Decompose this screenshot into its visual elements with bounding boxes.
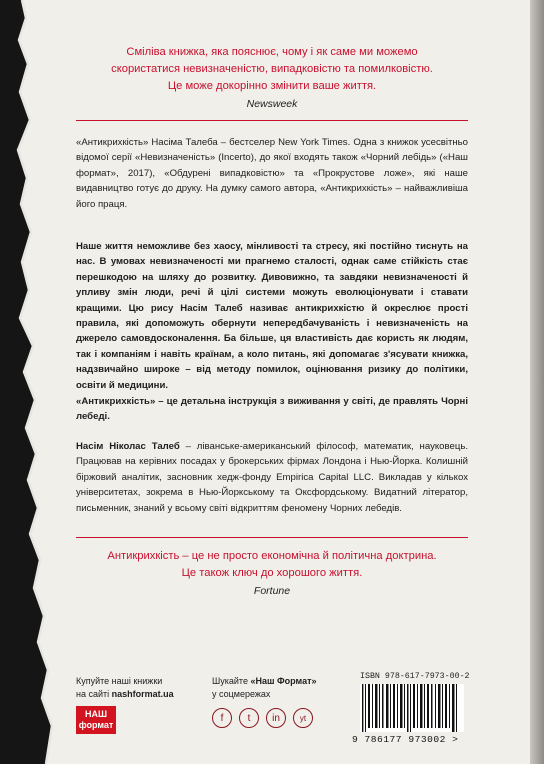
youtube-icon[interactable]: yt [293,708,313,728]
social-line-1-prefix: Шукайте [212,676,251,686]
cover-edge [530,0,544,764]
top-quote-line-3: Це може докорінно змінити ваше життя. [167,80,377,92]
survival-paragraph: «Антикрихкість» – це детальна інструкція з виживання у світі, де правлять Чорні лебеді. [76,396,468,423]
instagram-icon[interactable]: in [266,708,286,728]
logo-line-1: НАШ [84,709,108,719]
buy-line-2-prefix: на сайті [76,688,112,699]
logo-line-2: формат [78,720,114,730]
social-text [212,675,316,700]
bottom-quote [76,548,468,600]
bottom-quote-line-2: Це також ключ до хорошого життя. [181,567,363,579]
facebook-icon[interactable]: f [212,708,232,728]
publisher-logo [76,706,116,734]
barcode-image [360,684,464,732]
bottom-quote-source: Fortune [253,585,291,597]
torn-paper-edge [0,0,60,764]
main-paragraph: Наше життя неможливе без хаосу, мінливості та стресу, які постійно тиснуть на нас. В умовах невизначеності ми прагнемо сталості, однак саме стійкість стає перешкодою на шляху до розвитку. Дивовижно, та завдяки невизначеності й упливу змін люди, речі й цілі системи можуть еволюціонувати і ставати кращими. Цю рису Насім Талеб називає антикрихкістю й окреслює прості правила, які допоможуть обернути непередбачуваність і невизначеність на джерело самовдосконалення. Ба більше, ця властивість дає користь як людям, так і компаніям і навіть країнам, а коло питань, які допомагає з'ясувати книжка, надзвичайно широке – від методу помилок, оцінювання ризику до політики, освіти й медицини. [76,241,468,391]
divider-top [76,120,468,121]
buy-online-text [76,675,174,700]
bottom-quote-line-1: Антикрихкість – це не просто економічна й політична доктрина. [107,550,437,562]
twitter-icon[interactable]: t [239,708,259,728]
buy-line-1: Купуйте наші книжки [76,676,163,686]
author-name: Насім Ніколас Талеб [76,441,180,452]
divider-bottom [76,537,468,538]
website-link[interactable]: nashformat.ua [111,688,174,699]
top-quote-source: Newsweek [246,98,298,110]
social-line-2: у соцмережах [212,688,271,699]
top-quote-line-2: скористатися невизначеністю, випадковістю та помилковістю. [111,63,433,75]
top-quote-line-1: Сміліва книжка, яка пояснює, чому і як саме ми можемо [126,46,418,58]
author-bio: – ліванське-американський філософ, математик, науковець. Працював на керівних посадах у брокерських фірмах Лондона і Нью-Йорка. Колишній біржовий аналітик, засновник хедж-фонду Empirica Capital LLC. Викладав у кількох університетах, зокрема в Нью-Йоркському та Оксфордському. Видатний літератор, письменник, знаний у всьому світі відкриттям феномену Чорних лебедів. [76,441,468,514]
author-paragraph [76,439,468,516]
top-quote [76,44,468,113]
isbn-digits: 9 786177 973002 > [352,734,459,745]
intro-paragraph: «Антикрихкість» Насіма Талеба – бестселер New York Times. Одна з книжок усесвітньо відомої серії «Невизначеність» (Incerto), до якої входять також «Чорний лебідь» («Наш формат», 2017), «Обдурені випадковістю» та «Прокрустове ложе», які наше видавництво готує до друку. На думку самого автора, «Антикрихкість» – найважливіша його праця. [76,137,468,210]
social-brand: «Наш Формат» [250,676,317,686]
isbn-label: ISBN 978-617-7973-00-2 [360,672,470,681]
